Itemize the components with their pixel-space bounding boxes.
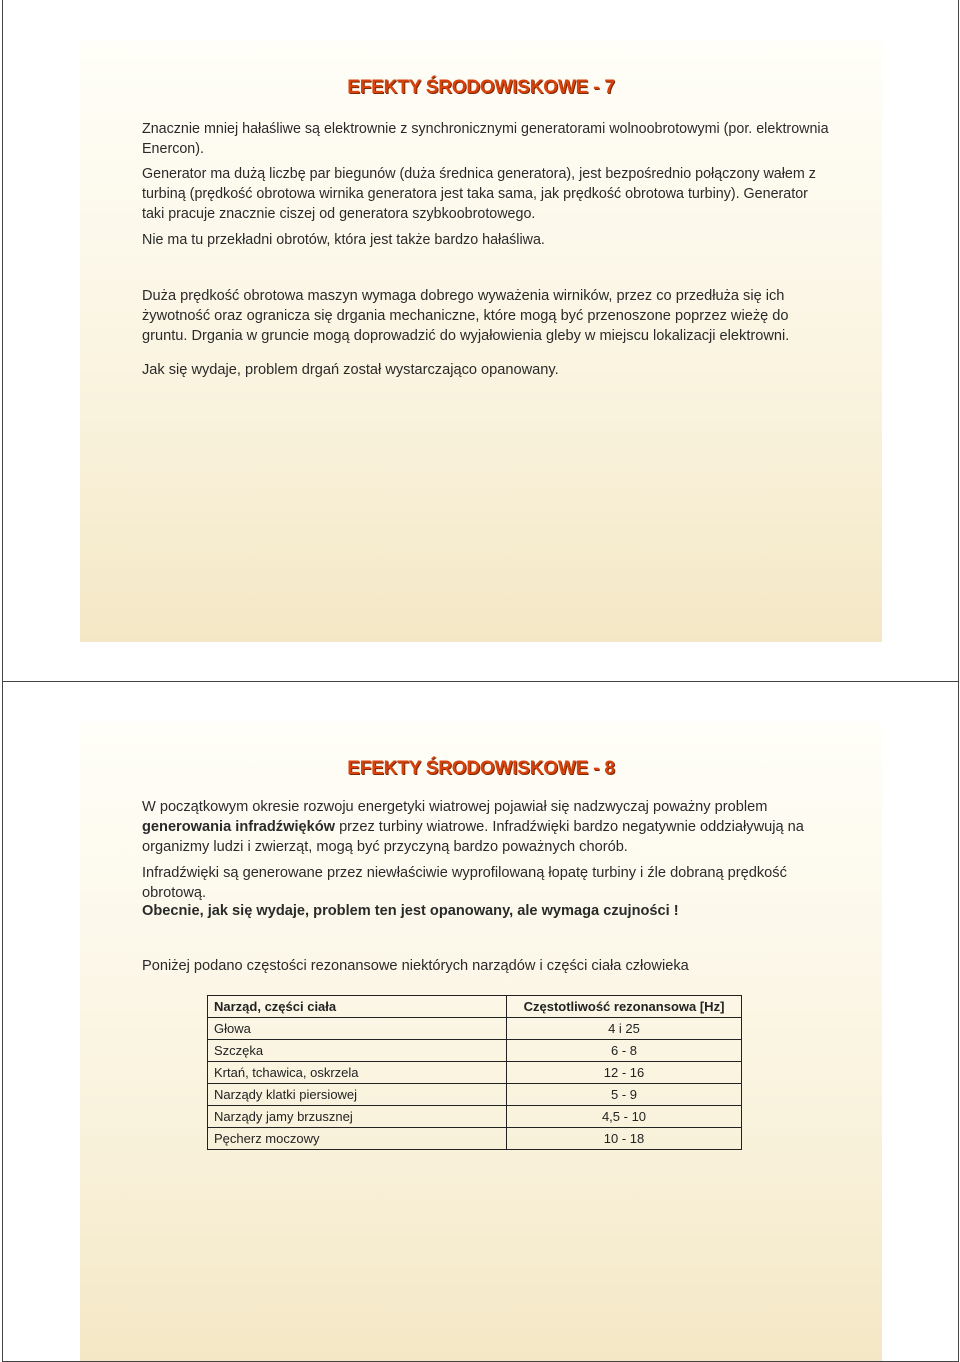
slide-8 xyxy=(80,721,882,1361)
slide-8-paragraph-1-end: przez turbiny wiatrowe. Infradźwięki bardzo negatywnie oddziaływują na organizmy ludzi i zwierząt, mogą być przyczyną bardzo poważnych chorób. xyxy=(142,819,804,855)
table-cell-organ: Szczęka xyxy=(208,1040,507,1062)
table-cell-organ: Głowa xyxy=(208,1018,507,1040)
table-header-row xyxy=(208,996,742,1018)
slide-7-paragraph-4: Duża prędkość obrotowa maszyn wymaga dobrego wyważenia wirników, przez co przedłuża się ich żywotność oraz ogranicza się drgania mechaniczne, które mogą być przenoszone poprzez wieżę do gruntu. Drgania w gruncie mogą doprowadzić do wyjałowienia gleby w miejscu lokalizacji elektrowni. xyxy=(142,288,790,344)
slide-8-paragraph-1-emphasis: generowania infradźwięków xyxy=(142,819,336,835)
table-row xyxy=(208,1106,742,1128)
table-cell-organ: Narządy jamy brzusznej xyxy=(208,1106,507,1128)
table-cell-organ: Pęcherz moczowy xyxy=(208,1128,507,1150)
slide-7-paragraph-1: Znacznie mniej hałaśliwe są elektrownie z synchronicznymi generatorami wolnoobrotowymi (por. elektrownia Enercon). xyxy=(142,121,829,157)
table-row xyxy=(208,1084,742,1106)
resonance-table-wrapper xyxy=(207,995,742,1150)
table-cell-frequency: 12 - 16 xyxy=(507,1062,742,1084)
slide-7-title: EFEKTY ŚRODOWISKOWE - 7 xyxy=(347,77,615,98)
table-row xyxy=(208,1040,742,1062)
table-header-frequency: Częstotliwość rezonansowa [Hz] xyxy=(507,996,742,1018)
slide-8-paragraph-2: Infradźwięki są generowane przez niewłaściwie wyprofilowaną łopatę turbiny i źle dobraną prędkość obrotową. xyxy=(142,865,787,901)
table-cell-organ: Krtań, tchawica, oskrzela xyxy=(208,1062,507,1084)
table-cell-organ: Narządy klatki piersiowej xyxy=(208,1084,507,1106)
table-cell-frequency: 4 i 25 xyxy=(507,1018,742,1040)
slide-8-paragraph-3: Obecnie, jak się wydaje, problem ten jest opanowany, ale wymaga czujności ! xyxy=(142,903,679,919)
table-row xyxy=(208,1062,742,1084)
slide-8-paragraph-1-start: W początkowym okresie rozwoju energetyki wiatrowej pojawiał się nadzwyczaj poważny problem xyxy=(142,799,768,815)
slide-7-paragraph-2: Generator ma dużą liczbę par biegunów (duża średnica generatora), jest bezpośrednio połączony wałem z turbiną (prędkość obrotowa wirnika generatora jest taka sama, jak prędkość obrotowa turbiny). Generator taki pracuje znacznie ciszej od generatora szybkoobrotowego. xyxy=(142,166,816,222)
table-cell-frequency: 10 - 18 xyxy=(507,1128,742,1150)
slide-8-title: EFEKTY ŚRODOWISKOWE - 8 xyxy=(347,758,615,779)
table-cell-frequency: 5 - 9 xyxy=(507,1084,742,1106)
table-header-organ: Narząd, części ciała xyxy=(208,996,507,1018)
slide-7-paragraph-3: Nie ma tu przekładni obrotów, która jest także bardzo hałaśliwa. xyxy=(142,232,545,248)
slide-8-paragraph-1 xyxy=(142,797,832,857)
resonance-frequency-table xyxy=(207,995,742,1150)
table-cell-frequency: 6 - 8 xyxy=(507,1040,742,1062)
table-row xyxy=(208,1018,742,1040)
table-cell-frequency: 4,5 - 10 xyxy=(507,1106,742,1128)
slide-8-paragraph-4: Poniżej podano częstości rezonansowe niektórych narządów i części ciała człowieka xyxy=(142,958,689,974)
table-row xyxy=(208,1128,742,1150)
slide-7-paragraph-5: Jak się wydaje, problem drgań został wystarczająco opanowany. xyxy=(142,362,559,378)
slide-7 xyxy=(80,40,882,642)
